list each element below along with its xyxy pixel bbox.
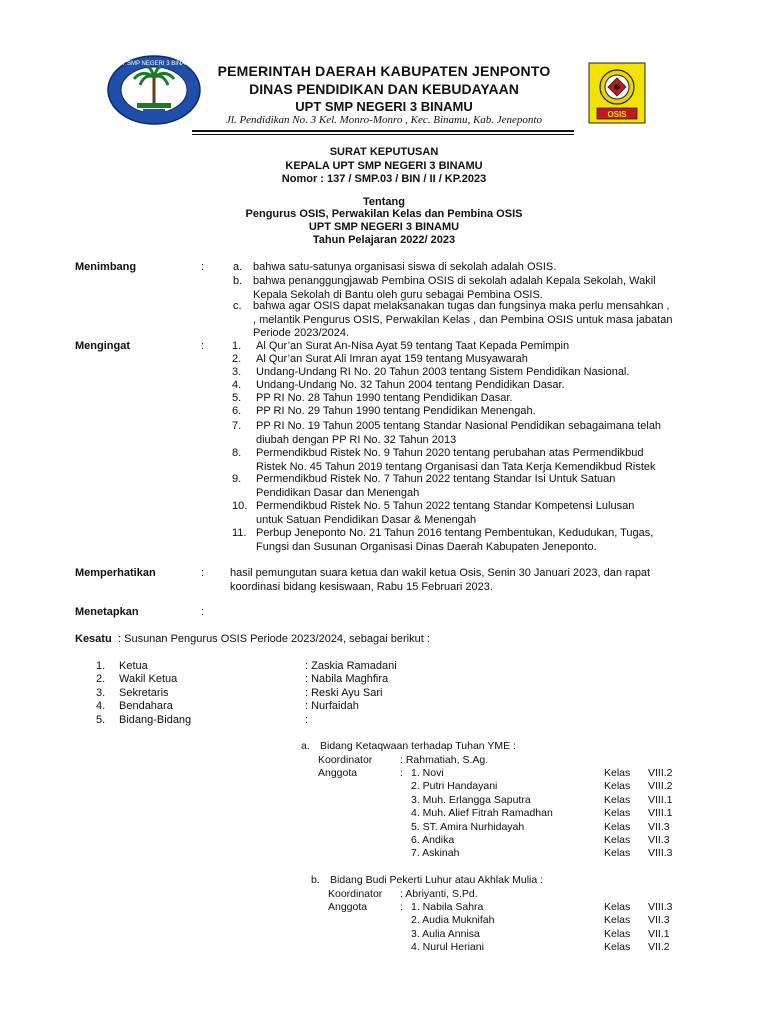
list-marker: 1. [232, 340, 242, 352]
member-class-label: Kelas [604, 820, 631, 833]
bidang-a-title: Bidang Ketaqwaan terhadap Tuhan YME : [320, 740, 516, 752]
member-class: VIII.2 [648, 767, 673, 779]
pengurus-role: Bidang-Bidang [119, 713, 192, 726]
member-class: VII.3 [648, 914, 670, 927]
bidang-a-marker: a. [301, 740, 310, 752]
letterhead-address: Jl. Pendidikan No. 3 Kel. Monro-Monro , Kec. Binamu, Kab. Jeneponto [226, 114, 542, 126]
section-label-mengingat: Mengingat [75, 340, 130, 352]
member-name: 2. Putri Handayani [411, 780, 498, 793]
list-marker: 4. [232, 379, 242, 391]
mengingat-item-text: PP RI No. 28 Tahun 1990 tentang Pendidikan Dasar. [256, 392, 513, 404]
memperhatikan-line: koordinasi bidang kesiswaan, Rabu 15 Februari 2023. [230, 581, 493, 593]
mengingat-item-text: Perbup Jeneponto No. 21 Tahun 2016 tentang Pembentukan, Kedudukan, Tugas, [256, 527, 654, 539]
bidang-a-members-colon: : [400, 767, 403, 779]
member-class-label: Kelas [604, 793, 631, 806]
mengingat-item-text: Al Qur’an Surat Ali Imran ayat 159 tentang Musyawarah [256, 353, 528, 365]
menimbang-item-text: , melantik Pengurus OSIS, Perwakilan Kelas , dan Pembina OSIS untuk masa jabatan [253, 313, 673, 326]
member-name: 3. Aulia Annisa [411, 927, 480, 940]
memperhatikan-line: hasil pemungutan suara ketua dan wakil ketua Osis, Senin 30 Januari 2023, dan rapat [230, 567, 651, 579]
mengingat-item-text: Permendikbud Ristek No. 9 Tahun 2020 tentang perubahan atas Permendikbud [256, 447, 644, 459]
doc-about-label: Tentang [363, 196, 405, 208]
doc-academic-year: Tahun Pelajaran 2022/ 2023 [312, 234, 456, 246]
list-marker: 6. [232, 405, 242, 417]
pengurus-role: Bendahara [119, 700, 173, 713]
section-label-kesatu: Kesatu [75, 633, 112, 645]
member-class: VIII.3 [648, 901, 673, 913]
letterhead-department: DINAS PENDIDIKAN DAN KEBUDAYAAN [249, 81, 519, 97]
member-class: VIII.1 [648, 807, 673, 820]
member-class-label: Kelas [604, 901, 631, 913]
member-name: 5. ST. Amira Nurhidayah [411, 820, 525, 833]
doc-subject-school: UPT SMP NEGERI 3 BINAMU [308, 221, 460, 233]
member-name: 3. Muh. Erlangga Saputra [411, 793, 531, 806]
section-colon: : [201, 261, 205, 273]
bidang-b-members-colon: : [400, 901, 403, 913]
pengurus-number: 4. [96, 700, 106, 713]
mengingat-item-text: Undang-Undang No. 32 Tahun 2004 tentang Pendidikan Dasar. [256, 379, 565, 391]
section-label-menimbang: Menimbang [75, 261, 137, 273]
mengingat-item-text: untuk Satuan Pendidikan Dasar & Menengah [256, 513, 477, 526]
kesatu-text: : Susunan Pengurus OSIS Periode 2023/2024, sebagai berikut : [118, 633, 430, 645]
pengurus-name: : Reski Ayu Sari [305, 686, 383, 699]
doc-title: SURAT KEPUTUSAN [329, 146, 439, 158]
pengurus-name: : Nurfaidah [305, 700, 359, 713]
pengurus-number: 3. [96, 686, 106, 699]
member-class: VIII.3 [648, 847, 673, 860]
svg-text:OSIS: OSIS [607, 110, 627, 119]
member-class: VII.1 [648, 927, 670, 940]
svg-text:UPT SMP NEGERI 3 BINAMU: UPT SMP NEGERI 3 BINAMU [113, 61, 195, 67]
member-class: VII.3 [648, 834, 670, 846]
member-class-label: Kelas [604, 767, 631, 779]
pengurus-name: : Nabila Maghfira [305, 673, 389, 686]
member-class-label: Kelas [604, 807, 631, 820]
member-class-label: Kelas [604, 780, 631, 793]
list-marker: 8. [232, 447, 242, 459]
list-marker: a. [233, 261, 243, 273]
list-marker: 3. [232, 366, 242, 378]
menimbang-item-text: Kepala Sekolah di Bantu oleh guru sebagai Pembina OSIS. [253, 288, 543, 301]
bidang-a-coordinator-label: Koordinator [318, 754, 373, 766]
member-class: VIII.1 [648, 793, 673, 806]
member-name: 4. Nurul Heriani [411, 941, 484, 954]
bidang-a-coordinator: : Rahmatiah, S.Ag. [400, 754, 489, 766]
mengingat-item-text: PP RI No. 29 Tahun 1990 tentang Pendidikan Menengah. [256, 405, 536, 417]
letterhead-divider [192, 130, 574, 132]
mengingat-item-text: Al Qur’an Surat An-Nisa Ayat 59 tentang Taat Kepada Pemimpin [256, 340, 570, 352]
letterhead-government: PEMERINTAH DAERAH KABUPATEN JENPONTO [217, 63, 551, 79]
letterhead-divider-thin [192, 134, 574, 135]
list-marker: 11. [232, 527, 247, 539]
member-class-label: Kelas [604, 927, 631, 940]
pengurus-role: Ketua [119, 660, 148, 672]
member-class: VII.3 [648, 820, 670, 833]
bidang-a-members-label: Anggota [318, 767, 358, 779]
list-marker: 5. [232, 392, 242, 404]
doc-number: Nomor : 137 / SMP.03 / BIN / II / KP.2023 [281, 173, 487, 185]
bidang-b-coordinator-label: Koordinator [328, 888, 383, 900]
menimbang-item-text: bahwa penanggungjawab Pembina OSIS di sekolah adalah Kepala Sekolah, Wakil [253, 275, 656, 287]
member-class: VII.2 [648, 941, 670, 954]
section-colon: : [201, 567, 205, 579]
mengingat-item-text: diubah dengan PP RI No. 32 Tahun 2013 [256, 433, 457, 446]
doc-subject: Pengurus OSIS, Perwakilan Kelas dan Pembina OSIS [245, 208, 523, 220]
list-marker: 7. [232, 420, 242, 432]
pengurus-role: Wakil Ketua [119, 673, 178, 686]
menimbang-item-text: Periode 2023/2024. [253, 327, 350, 339]
member-name: 1. Novi [411, 767, 444, 779]
letterhead-school: UPT SMP NEGERI 3 BINAMU [295, 99, 473, 114]
pengurus-number: 2. [96, 673, 106, 686]
mengingat-item-text: Ristek No. 45 Tahun 2019 tentang Organisasi dan Tata Kerja Kemendikbud Ristek [256, 460, 656, 473]
pengurus-number: 5. [96, 713, 106, 726]
section-label-menetapkan: Menetapkan [75, 606, 139, 618]
doc-issuer: KEPALA UPT SMP NEGERI 3 BINAMU [285, 160, 483, 172]
list-marker: 2. [232, 353, 242, 365]
member-class-label: Kelas [604, 941, 631, 954]
member-class-label: Kelas [604, 847, 631, 860]
pengurus-name: : Zaskia Ramadani [305, 660, 397, 672]
menimbang-item-text: bahwa agar OSIS dapat melaksanakan tugas dan fungsinya maka perlu mensahkan , [253, 300, 670, 312]
pengurus-number: 1. [96, 660, 106, 672]
bidang-b-marker: b. [311, 874, 320, 886]
mengingat-item-text: Pendidikan Dasar dan Menengah [256, 486, 420, 499]
mengingat-item-text: Undang-Undang RI No. 20 Tahun 2003 tentang Sistem Pendidikan Nasional. [256, 366, 630, 378]
mengingat-item-text: Fungsi dan Susunan Organisasi Dinas Daerah Kabupaten Jeneponto. [256, 540, 597, 553]
menimbang-item-text: bahwa satu-satunya organisasi siswa di sekolah adalah OSIS. [253, 261, 557, 273]
member-class-label: Kelas [604, 914, 631, 927]
mengingat-item-text: Permendikbud Ristek No. 7 Tahun 2022 tentang Standar Isi Untuk Satuan [256, 473, 616, 485]
list-marker: 10. [232, 500, 248, 512]
mengingat-item-text: Permendikbud Ristek No. 5 Tahun 2022 tentang Standar Kompetensi Lulusan [256, 500, 635, 512]
member-name: 4. Muh. Alief Fitrah Ramadhan [411, 807, 553, 820]
member-class: VIII.2 [648, 780, 673, 793]
list-marker: 9. [232, 473, 242, 485]
pengurus-role: Sekretaris [119, 686, 169, 699]
member-name: 1. Nabila Sahra [411, 901, 484, 913]
list-marker: c. [233, 300, 242, 312]
bidang-b-members-label: Anggota [328, 901, 368, 913]
member-class-label: Kelas [604, 834, 631, 846]
member-name: 2. Audia Muknifah [411, 914, 495, 927]
mengingat-item-text: PP RI No. 19 Tahun 2005 tentang Standar Nasional Pendidikan sebagaimana telah [256, 420, 662, 432]
bidang-b-title: Bidang Budi Pekerti Luhur atau Akhlak Mulia : [330, 874, 544, 886]
section-colon: : [201, 340, 205, 352]
member-name: 6. Andika [411, 834, 455, 846]
member-name: 7. Askinah [411, 847, 460, 860]
list-marker: b. [233, 275, 243, 287]
section-colon: : [201, 606, 205, 618]
pengurus-name: : [305, 713, 309, 726]
section-label-memperhatikan: Memperhatikan [75, 567, 156, 579]
bidang-b-coordinator: : Abriyanti, S.Pd. [400, 888, 478, 900]
